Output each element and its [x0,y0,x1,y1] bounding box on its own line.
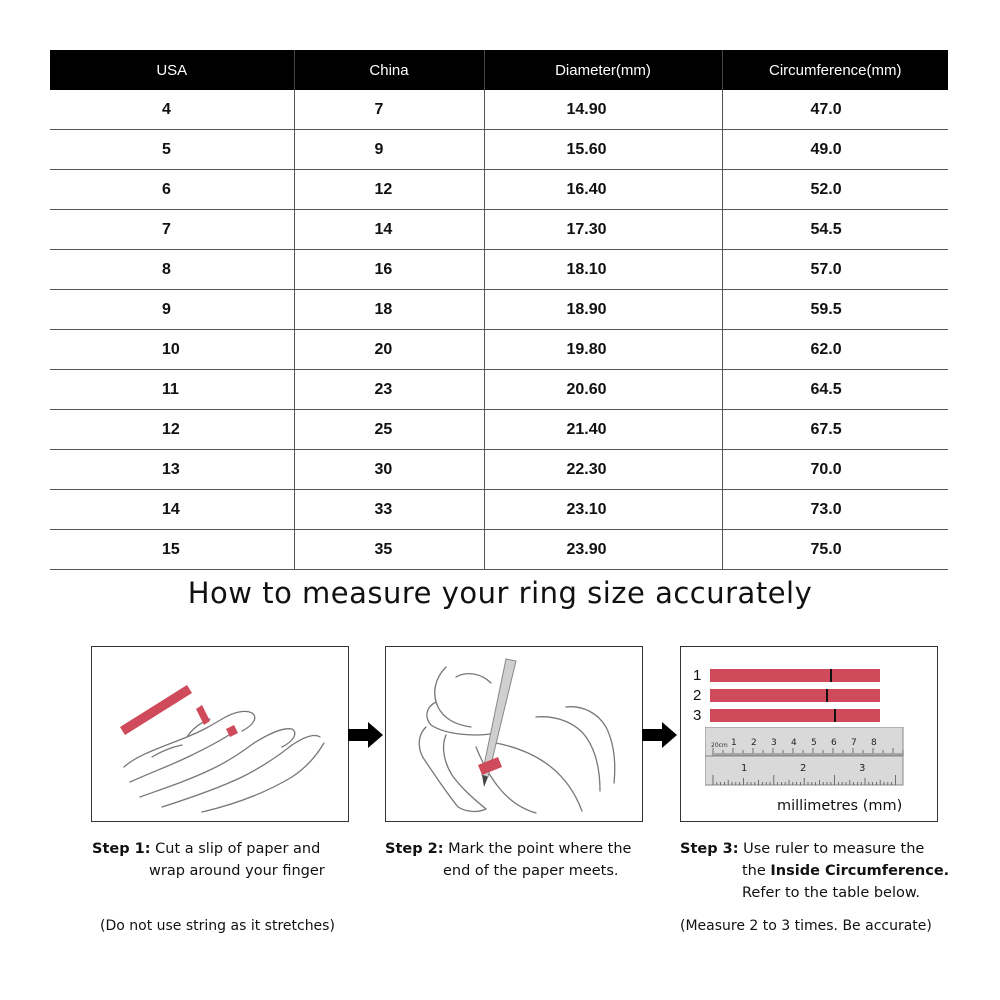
table-row [50,130,948,170]
table-cell: 64.5 [722,370,948,410]
step-label: Step 3: [680,841,739,857]
table-cell: 23 [294,370,484,410]
step-line: Mark the point where the [448,841,632,857]
table-row [50,250,948,290]
table-cell: 17.30 [484,210,722,250]
table-cell: 67.5 [722,410,948,450]
table-cell: 35 [294,530,484,570]
step-3-caption [680,838,949,904]
strip-mark [834,709,836,722]
paper-strip [710,669,880,682]
header-china: China [294,50,484,90]
paper-strip [710,689,880,702]
table-row [50,370,948,410]
table-cell: 16 [294,250,484,290]
table-cell: 23.90 [484,530,722,570]
ruler-tick-label: 7 [851,738,857,748]
strip-number: 3 [693,707,702,724]
table-row [50,490,948,530]
table-cell: 16.40 [484,170,722,210]
table-cell: 73.0 [722,490,948,530]
table-cell: 49.0 [722,130,948,170]
table-cell: 12 [294,170,484,210]
step-1-note: (Do not use string as it stretches) [100,918,335,934]
table-cell: 47.0 [722,90,948,130]
ruler-tick-label: 1 [741,763,748,774]
ruler-tick-label: 1 [731,738,737,748]
ruler-tick-label: 2 [751,738,757,748]
ruler-tick-label: 6 [831,738,837,748]
arrow-right-icon [642,722,678,748]
ruler-tick-label: 3 [859,763,866,774]
step-1-illustration [91,646,349,822]
table-cell: 15.60 [484,130,722,170]
step-label: Step 1: [92,841,151,857]
table-cell: 20.60 [484,370,722,410]
table-cell: 30 [294,450,484,490]
table-row [50,170,948,210]
step-3-note: (Measure 2 to 3 times. Be accurate) [680,918,932,934]
step-line: Refer to the table below. [742,885,921,901]
strip-number: 2 [693,687,702,704]
page-heading: How to measure your ring size accurately [187,576,813,610]
table-cell: 75.0 [722,530,948,570]
table-cell: 57.0 [722,250,948,290]
ruler-icon [705,727,905,787]
step-line: Use ruler to measure the [743,841,925,857]
table-cell: 11 [50,370,294,410]
table-cell: 10 [50,330,294,370]
step-line: end of the paper meets. [443,863,619,879]
strip-mark [830,669,832,682]
table-cell: 70.0 [722,450,948,490]
table-cell: 18.10 [484,250,722,290]
table-cell: 12 [50,410,294,450]
table-row [50,410,948,450]
table-cell: 14.90 [484,90,722,130]
ruler-tick-label: 5 [811,738,817,748]
strip-number: 1 [693,667,702,684]
arrow-right-icon [348,722,384,748]
table-header-row [50,50,948,90]
table-cell: 7 [294,90,484,130]
table-row [50,210,948,250]
table-cell: 7 [50,210,294,250]
table-cell: 59.5 [722,290,948,330]
step-line: the [742,863,771,879]
table-row [50,450,948,490]
step-3-illustration [680,646,938,822]
inside-circumference-highlight: Inside Circumference. [770,863,950,879]
table-cell: 9 [294,130,484,170]
ruler-top-label: 20cm [711,742,728,749]
table-cell: 18.90 [484,290,722,330]
table-cell: 25 [294,410,484,450]
table-row [50,90,948,130]
strip-mark [826,689,828,702]
table-row [50,290,948,330]
header-diameter: Diameter(mm) [484,50,722,90]
table-cell: 20 [294,330,484,370]
table-cell: 6 [50,170,294,210]
table-cell: 22.30 [484,450,722,490]
table-cell: 33 [294,490,484,530]
header-circumference: Circumference(mm) [722,50,948,90]
table-cell: 15 [50,530,294,570]
table-cell: 14 [294,210,484,250]
ring-size-table [50,50,948,570]
table-body [50,90,948,570]
step-2-caption [385,838,631,882]
unit-label: millimetres (mm) [777,798,903,814]
table-cell: 8 [50,250,294,290]
hand-with-paper-slip-icon [92,647,348,821]
header-usa: USA [50,50,294,90]
ruler-tick-label: 3 [771,738,777,748]
table-cell: 23.10 [484,490,722,530]
table-cell: 4 [50,90,294,130]
ruler-tick-label: 2 [800,763,807,774]
table-row [50,330,948,370]
table-cell: 13 [50,450,294,490]
step-line: wrap around your finger [149,863,325,879]
table-cell: 62.0 [722,330,948,370]
table-cell: 19.80 [484,330,722,370]
step-line: Cut a slip of paper and [155,841,321,857]
table-cell: 5 [50,130,294,170]
table-cell: 52.0 [722,170,948,210]
ruler-tick-label: 8 [871,738,877,748]
paper-strip [710,709,880,722]
step-label: Step 2: [385,841,444,857]
ruler-tick-label: 4 [791,738,797,748]
table-cell: 54.5 [722,210,948,250]
step-2-illustration [385,646,643,822]
table-cell: 9 [50,290,294,330]
table-cell: 21.40 [484,410,722,450]
step-1-caption [92,838,325,882]
table-cell: 18 [294,290,484,330]
table-row [50,530,948,570]
table-cell: 14 [50,490,294,530]
hand-marking-paper-icon [386,647,642,821]
